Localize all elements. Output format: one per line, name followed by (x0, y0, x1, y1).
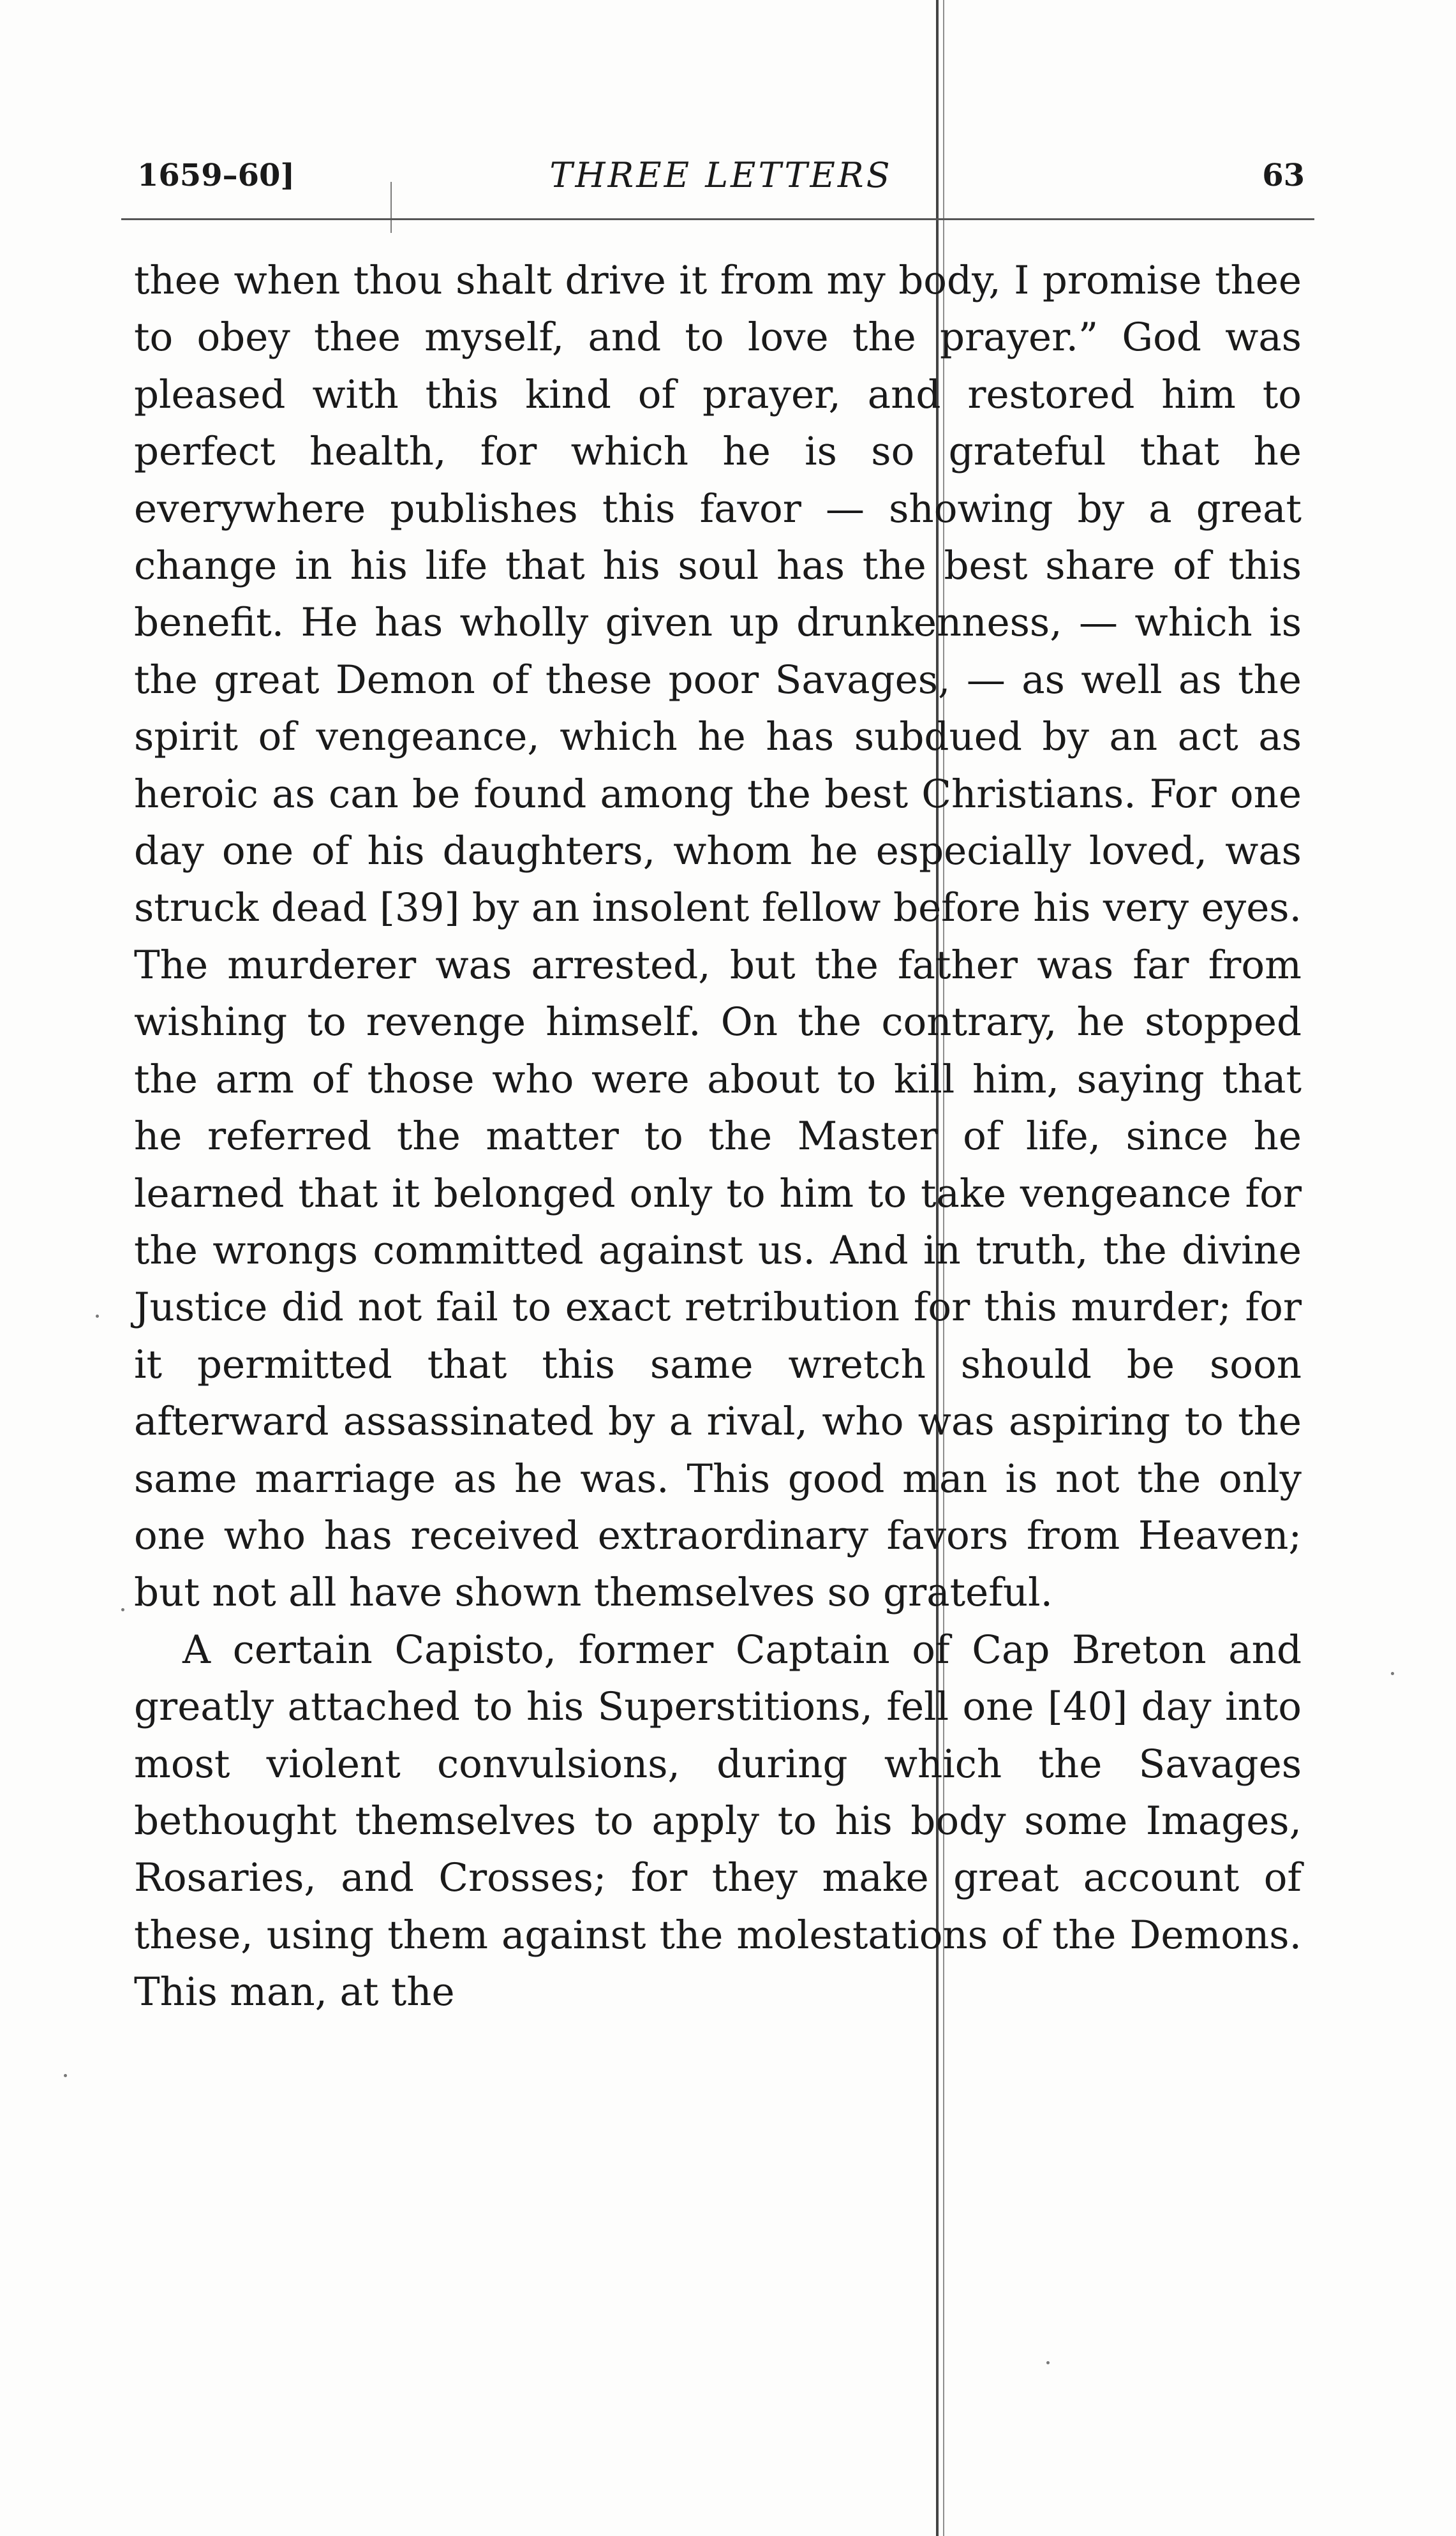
scan-speck (64, 2074, 67, 2077)
header-rule (121, 218, 1314, 220)
running-head-date: 1659–60] (137, 158, 295, 193)
scan-speck (1391, 1672, 1394, 1675)
scan-speck (1046, 2361, 1050, 2364)
running-head (137, 150, 1305, 201)
body-text (134, 252, 1302, 2021)
scan-speck (121, 1608, 124, 1611)
page-number: 63 (1262, 158, 1305, 193)
paragraph: thee when thou shalt drive it from my body, I promise thee to obey thee myself, and to love the prayer.” God was pleased with this kind of prayer, and restored him to perfect health, for which he is so grateful that he everywhere publishes this favor — showing by a great change in his life that his soul has the best share of this benefit. He has wholly given up drunkenness, — which is the great Demon of these poor Savages, — as well as the spirit of vengeance, which he has subdued by an act as heroic as can be found among the best Christians. For one day one of his daughters, whom he especially loved, was struck dead [39] by an insolent fellow before his very eyes. The murderer was arrested, but the father was far from wishing to revenge himself. On the contrary, he stopped the arm of those who were about to kill him, saying that he referred the matter to the Master of life, since he learned that it belonged only to him to take vengeance for the wrongs committed against us. And in truth, the divine Justice did not fail to exact retribution for this murder; for it permitted that this same wretch should be soon afterward assassinated by a rival, who was aspiring to the same marriage as he was. This good man is not the only one who has received extraordinary favors from Heaven; but not all have shown themselves so grateful. (134, 258, 1302, 1616)
running-head-title: THREE LETTERS (549, 155, 893, 195)
paragraph: A certain Capisto, former Captain of Cap Breton and greatly attached to his Superstitions, fell one [40] day into most violent convulsions, during which the Savages bethought themselves to apply to his body some Images, Rosaries, and Crosses; for they make great account of these, using them against the molestations of the Demons. This man, at the (134, 1627, 1302, 2015)
scan-speck (96, 1315, 99, 1318)
